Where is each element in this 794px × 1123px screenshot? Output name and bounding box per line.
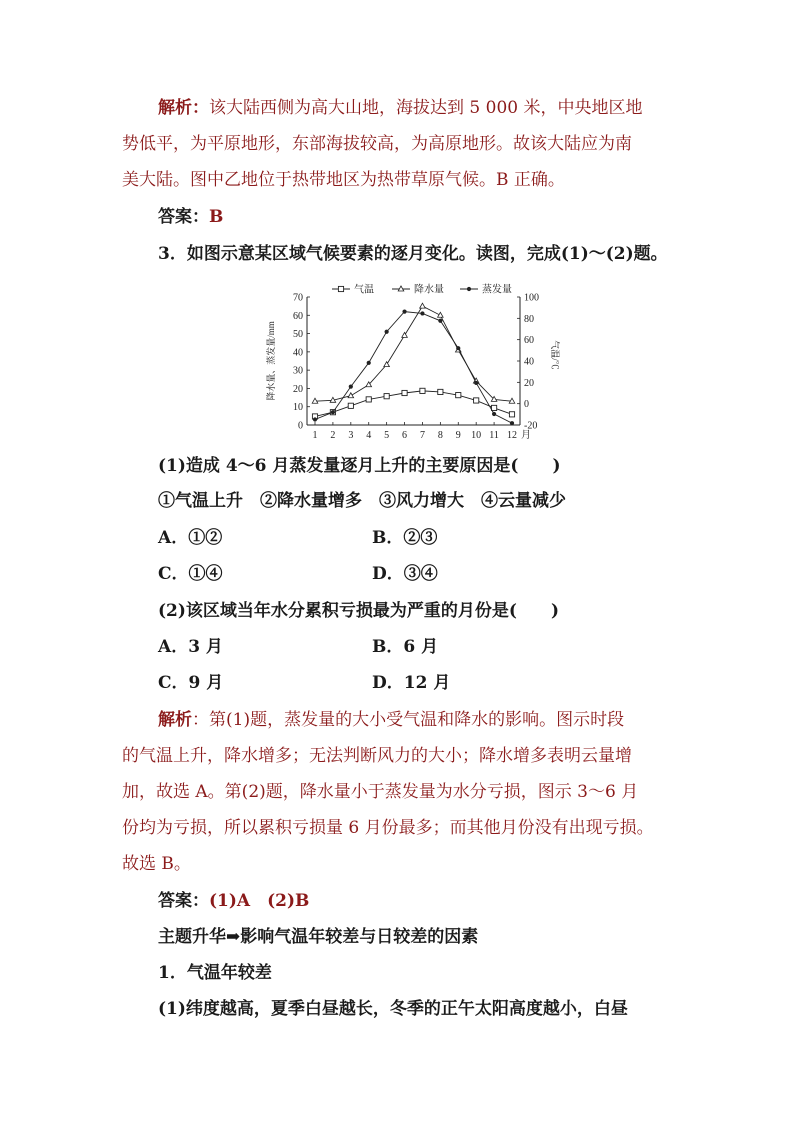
analysis-label: 解析 <box>158 710 192 730</box>
x-tick-label: 4 <box>366 430 372 441</box>
right-tick-label: 40 <box>524 356 534 368</box>
answer-1 <box>158 206 223 228</box>
x-tick-label: 1 <box>312 430 318 441</box>
data-point-square <box>348 403 353 408</box>
right-tick-label: 80 <box>524 313 534 325</box>
left-tick-label: 10 <box>293 402 303 414</box>
data-point-dot <box>420 311 424 315</box>
x-tick-label: 7 <box>419 430 425 441</box>
data-point-dot <box>402 310 406 314</box>
option-1d[interactable]: D．③④ <box>372 564 438 584</box>
option-2b[interactable]: B．6 月 <box>372 637 439 657</box>
option-2a[interactable]: A．3 月 <box>158 637 223 657</box>
x-tick-label: 3 <box>348 430 354 441</box>
answer-label: 答案： <box>158 207 209 227</box>
topic-title-a: 主题升华 <box>158 927 226 947</box>
sub-question-2-stem: (2)该区域当年水分累积亏损最为严重的月份是( ) <box>158 601 560 621</box>
right-tick-label: 100 <box>524 292 539 304</box>
left-tick-label: 50 <box>293 329 303 341</box>
data-point-square <box>456 393 461 398</box>
right-tick-label: 0 <box>524 399 529 411</box>
data-point-dot <box>474 381 478 385</box>
option-1b[interactable]: B．②③ <box>372 528 438 548</box>
data-point-square <box>420 388 425 393</box>
left-tick-label: 60 <box>293 310 303 322</box>
right-axis-label: 气温/℃ <box>550 340 560 370</box>
left-tick-label: 20 <box>293 383 303 395</box>
answer-value: (1)A (2)B <box>209 891 310 911</box>
data-point-dot <box>438 319 442 323</box>
x-tick-label: 9 <box>455 430 461 441</box>
analysis-label: 解析 <box>158 98 192 118</box>
answer-label: 答案： <box>158 891 209 911</box>
left-tick-label: 30 <box>293 365 303 377</box>
data-point-square <box>402 390 407 395</box>
legend-label: 气温 <box>354 284 374 296</box>
option-2d[interactable]: D．12 月 <box>372 673 451 693</box>
data-point-triangle <box>384 362 390 367</box>
topic-title <box>158 926 478 948</box>
analysis-2-line-1 <box>158 709 624 731</box>
question-3-stem: 3．如图示意某区域气候要素的逐月变化。读图，完成(1)～(2)题。 <box>158 244 668 264</box>
analysis-2-line-3: 加，故选 A。第(2)题，降水量小于蒸发量为水分亏损，图示 3～6 月 <box>122 782 639 802</box>
analysis-1-line-2: 势低平，为平原地形，东部海拔较高，为高原地形。故该大陆应为南 <box>122 134 632 154</box>
data-point-square <box>366 397 371 402</box>
analysis-text: 该大陆西侧为高大山地，海拔达到 5 000 米，中央地区地 <box>209 98 643 118</box>
x-tick-label: 10 <box>471 430 482 441</box>
left-tick-label: 40 <box>293 347 303 359</box>
x-tick-label: 2 <box>330 430 336 441</box>
answer-2 <box>158 890 309 912</box>
x-tick-label: 8 <box>437 430 443 441</box>
option-1a[interactable]: A．①② <box>158 528 223 548</box>
section-1-title: 1．气温年较差 <box>158 963 272 983</box>
series-line-triangle <box>315 306 512 401</box>
data-point-dot <box>349 385 353 389</box>
data-point-dot <box>367 361 371 365</box>
data-point-dot <box>510 421 514 425</box>
topic-title-b: 影响气温年较差与日较差的因素 <box>240 927 479 947</box>
analysis-1-line-3: 美大陆。图中乙地位于热带地区为热带草原气候。B 正确。 <box>122 170 565 190</box>
right-tick-label: 60 <box>524 335 534 347</box>
analysis-2-line-4: 份均为亏损，所以累积亏损量 6 月份最多；而其他月份没有出现亏损。 <box>122 818 654 838</box>
arrow-icon: ➡ <box>226 927 241 947</box>
legend-label: 蒸发量 <box>482 284 512 296</box>
series-line-dot <box>315 312 512 424</box>
legend-marker <box>398 286 404 291</box>
data-point-dot <box>492 412 496 416</box>
climate-chart <box>262 283 562 445</box>
x-tick-label: 5 <box>384 430 390 441</box>
data-point-triangle <box>420 303 426 308</box>
left-tick-label: 0 <box>298 420 303 432</box>
x-tick-label: 12 <box>507 430 517 441</box>
paragraph-1: (1)纬度越高，夏季白昼越长，冬季的正午太阳高度越小，白昼 <box>158 999 628 1019</box>
x-tick-label: 11 <box>489 430 499 441</box>
answer-value: B <box>209 207 224 227</box>
data-point-square <box>474 398 479 403</box>
left-axis-label: 降水量、蒸发量/mm <box>266 321 276 401</box>
x-tick-label: 6 <box>402 430 408 441</box>
right-tick-label: 20 <box>524 377 534 389</box>
analysis-1-line-1: 解析：该大陆西侧为高大山地，海拔达到 5 000 米，中央地区地 <box>158 98 643 118</box>
legend-marker <box>338 286 343 291</box>
legend-label: 降水量 <box>414 284 444 296</box>
right-tick-label: -20 <box>524 420 538 432</box>
analysis-2-line-2: 的气温上升，降水增多；无法判断风力的大小；降水增多表明云量增 <box>122 746 632 766</box>
data-point-square <box>438 389 443 394</box>
data-point-triangle <box>402 332 408 337</box>
sub-question-1-choices: ①气温上升 ②降水量增多 ③风力增大 ④云量减少 <box>158 491 566 511</box>
option-1c[interactable]: C．①④ <box>158 564 223 584</box>
data-point-dot <box>385 330 389 334</box>
x-axis-label: 月 <box>521 430 531 441</box>
data-point-square <box>384 394 389 399</box>
left-tick-label: 70 <box>293 292 303 304</box>
data-point-square <box>491 405 496 410</box>
data-point-square <box>509 412 514 417</box>
option-2c[interactable]: C．9 月 <box>158 673 224 693</box>
data-point-triangle <box>348 393 354 398</box>
data-point-dot <box>331 410 335 414</box>
legend-marker <box>467 287 471 291</box>
data-point-dot <box>313 417 317 421</box>
sub-question-1-stem: (1)造成 4～6 月蒸发量逐月上升的主要原因是( ) <box>158 456 561 476</box>
analysis-text: ：第(1)题，蒸发量的大小受气温和降水的影响。图示时段 <box>192 710 625 730</box>
analysis-2-line-5: 故选 B。 <box>122 854 191 874</box>
data-point-dot <box>456 346 460 350</box>
